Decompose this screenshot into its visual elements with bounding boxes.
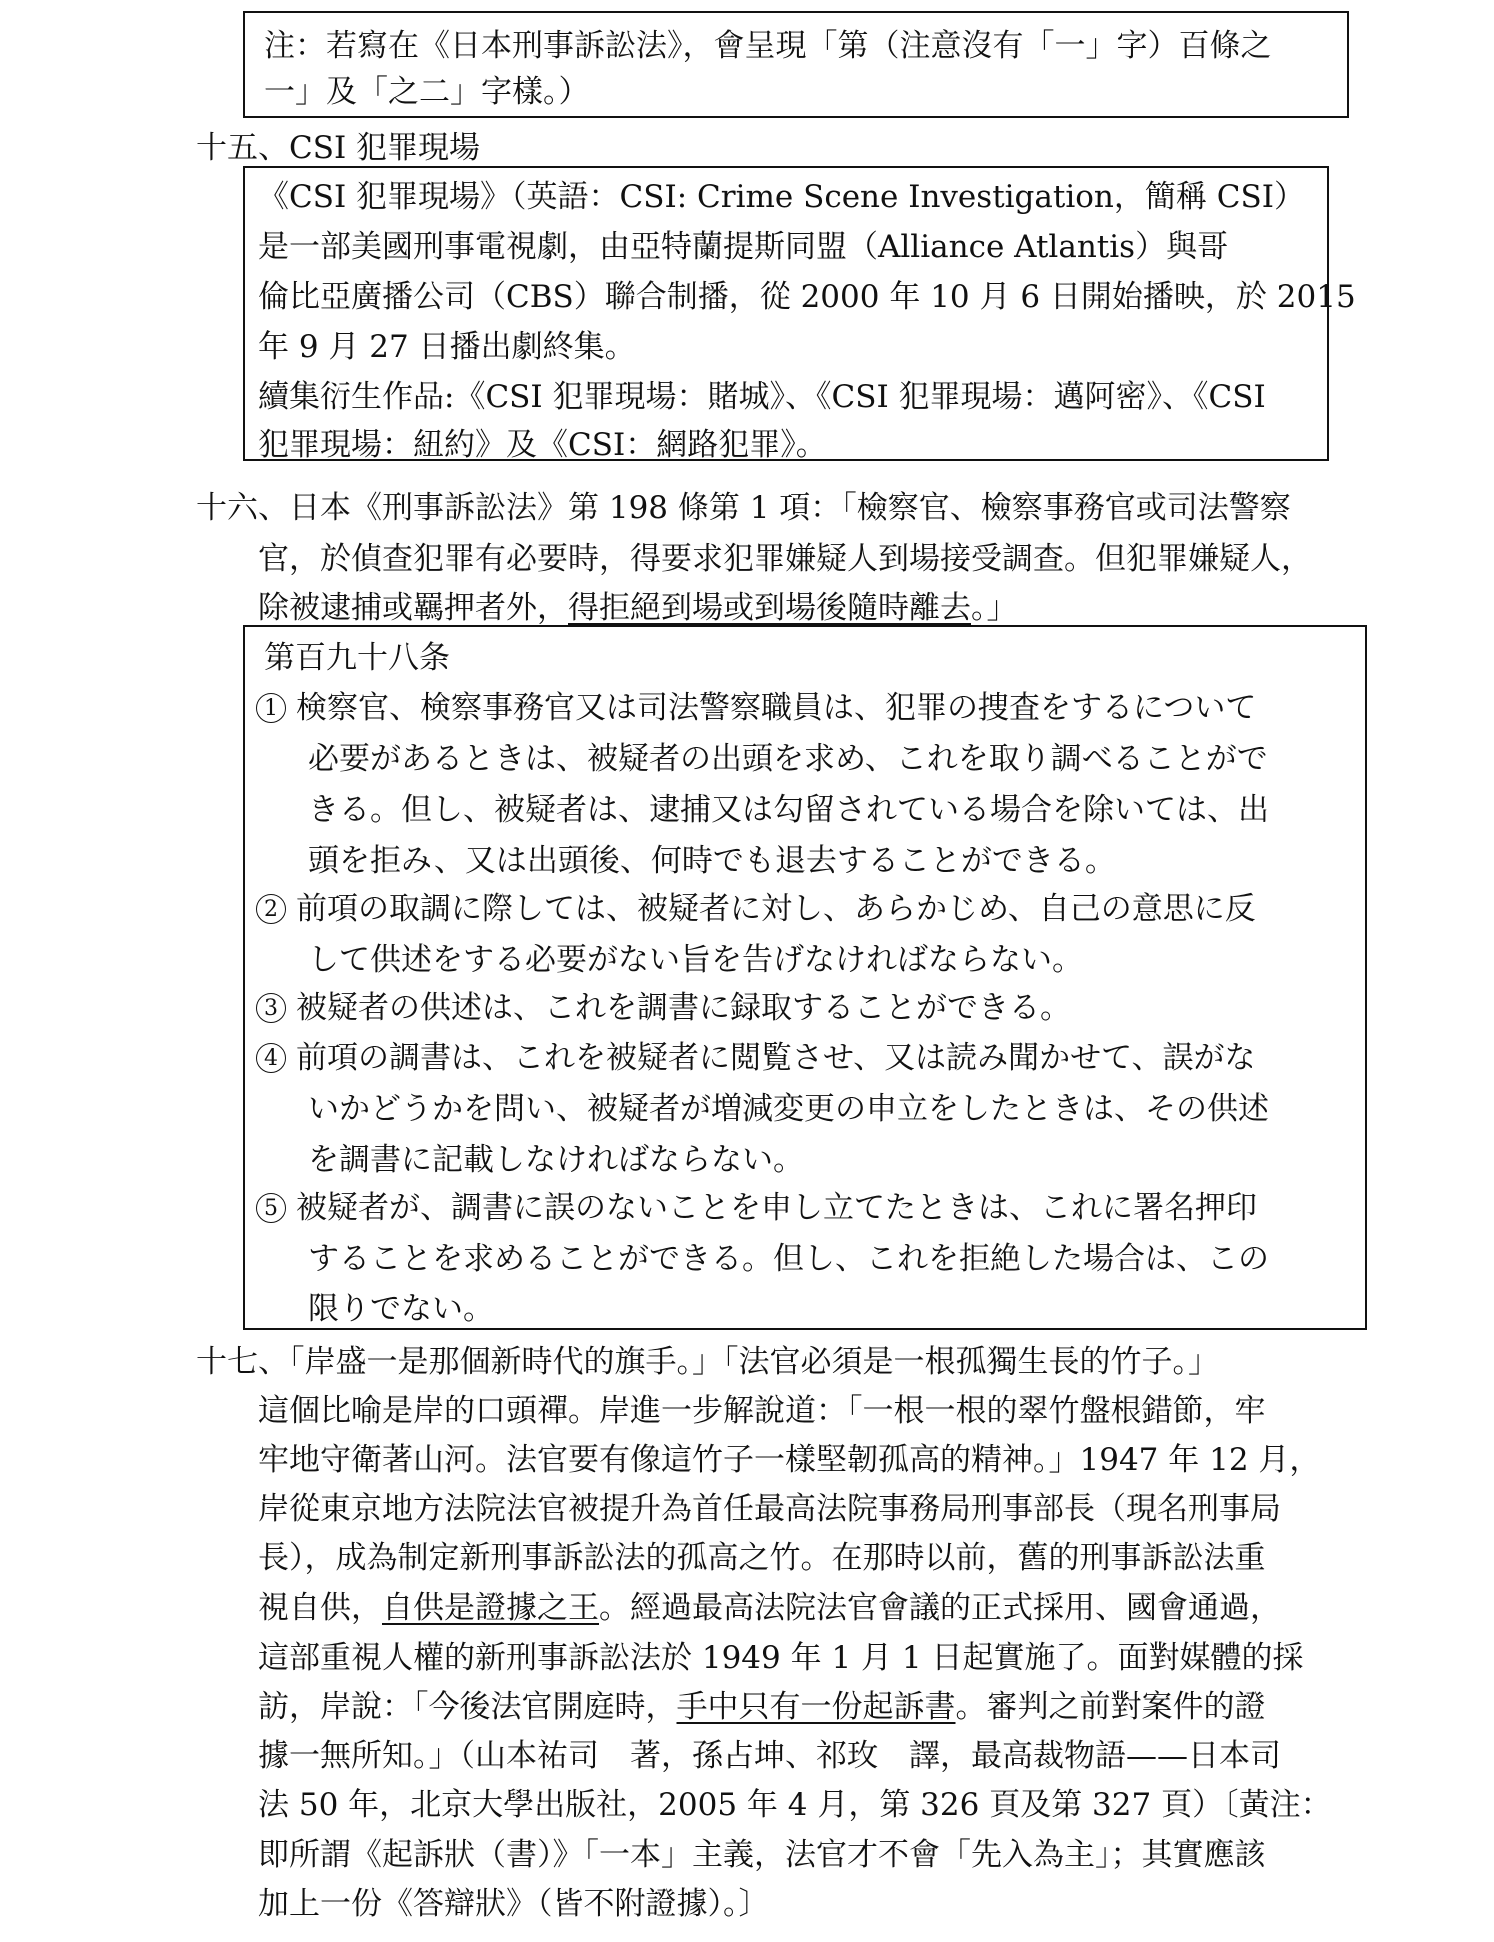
item-number-badge: 1 (256, 693, 286, 723)
item-3-line-1: 被疑者の供述は、これを調書に録取することができる。 (296, 990, 1071, 1026)
section-16-line-1: 十六、日本《刑事訴訟法》第 198 條第 1 項：「檢察官、檢察事務官或司法警察 (196, 490, 1291, 526)
section-17-line-10: 法 50 年，北京大學出版社，2005 年 4 月，第 326 頁及第 327 頁）〔黃注： (258, 1787, 1332, 1823)
section-17-line-8 (258, 1689, 1266, 1725)
article-item-1 (256, 690, 1257, 726)
item-number-badge: 3 (256, 993, 286, 1023)
section-17-line-2: 這個比喻是岸的口頭禪。岸進一步解說道：「一根一根的翠竹盤根錯節，牢 (258, 1393, 1266, 1429)
section-17-line-8-post: 。審判之前對案件的證 (955, 1689, 1266, 1725)
section-17-line-6-post: 。經過最高法院法官會議的正式採用、國會通過， (599, 1590, 1281, 1626)
item-number-badge: 5 (256, 1193, 286, 1223)
csi-line-6: 犯罪現場：紐約》及《CSI：網路犯罪》。 (258, 427, 827, 463)
article-198-title: 第百九十八条 (264, 640, 450, 676)
article-item-4 (256, 1040, 1256, 1076)
item-number-badge: 4 (256, 1043, 286, 1073)
item-1-line-2: 必要があるときは、被疑者の出頭を求め、これを取り調べることがで (308, 741, 1268, 777)
section-15-heading: 十五、CSI 犯罪現場 (196, 130, 481, 166)
csi-line-5: 續集衍生作品:《CSI 犯罪現場：賭城》、《CSI 犯罪現場：邁阿密》、《CSI (258, 379, 1266, 415)
section-16-line-2: 官，於偵查犯罪有必要時，得要求犯罪嫌疑人到場接受調查。但犯罪嫌疑人， (258, 541, 1312, 577)
item-1-line-3: きる。但し、被疑者は、逮捕又は勾留されている場合を除いては、出 (308, 792, 1269, 828)
item-4-line-3: を調書に記載しなければならない。 (308, 1142, 804, 1178)
section-17-line-6 (258, 1590, 1281, 1626)
item-2-line-2: して供述をする必要がない旨を告げなければならない。 (308, 942, 1083, 978)
article-item-3 (256, 990, 1071, 1026)
section-16-line-3-post: 。」 (971, 590, 1018, 626)
item-4-line-1: 前項の調書は、これを被疑者に閲覧させ、又は読み聞かせて、誤がな (296, 1040, 1256, 1076)
section-16-line-3-pre: 除被逮捕或羈押者外， (258, 590, 568, 626)
section-17-line-12: 加上一份《答辯狀》（皆不附證據）。〕 (258, 1886, 770, 1922)
csi-line-1: 《CSI 犯罪現場》（英語：CSI: Crime Scene Investigation，簡稱 CSI） (258, 179, 1305, 215)
section-17-line-1: 十七、「岸盛一是那個新時代的旗手。」「法官必須是一根孤獨生長的竹子。」 (196, 1344, 1219, 1380)
section-17-line-6-pre: 視自供， (258, 1590, 382, 1626)
article-item-5 (256, 1190, 1257, 1226)
section-17-line-3: 牢地守衛著山河。法官要有像這竹子一樣堅韌孤高的精神。」1947 年 12 月， (258, 1442, 1321, 1478)
item-5-line-1: 被疑者が、調書に誤のないことを申し立てたときは、これに署名押印 (296, 1190, 1257, 1226)
note-line-2: 一」及「之二」字樣。） (264, 74, 590, 110)
item-1-line-4: 頭を拒み、又は出頭後、何時でも退去することができる。 (308, 843, 1116, 879)
section-17-line-8-pre: 訪，岸說：「今後法官開庭時， (258, 1689, 677, 1725)
section-17-line-9: 據一無所知。」（山本祐司 著，孫占坤、祁玫 譯，最高裁物語——日本司 (258, 1738, 1281, 1774)
section-16-underlined: 得拒絕到場或到場後隨時離去 (568, 590, 971, 626)
section-17-underlined-confession: 自供是證據之王 (382, 1590, 599, 1626)
item-2-line-1: 前項の取調に際しては、被疑者に対し、あらかじめ、自己の意思に反 (296, 891, 1256, 927)
item-5-line-3: 限りでない。 (308, 1291, 494, 1327)
section-17-line-11: 即所謂《起訴狀（書）》「一本」主義，法官才不會「先入為主」；其實應該 (258, 1837, 1266, 1873)
note-line-1: 注：若寫在《日本刑事訴訟法》，會呈現「第（注意沒有「一」字）百條之 (264, 28, 1272, 64)
section-17-line-5: 長），成為制定新刑事訴訟法的孤高之竹。在那時以前，舊的刑事訴訟法重 (258, 1540, 1266, 1576)
section-17-underlined-indictment: 手中只有一份起訴書 (676, 1689, 956, 1725)
csi-line-4: 年 9 月 27 日播出劇終集。 (258, 329, 636, 365)
item-4-line-2: いかどうかを問い、被疑者が増減変更の申立をしたときは、その供述 (308, 1091, 1269, 1127)
item-5-line-2: することを求めることができる。但し、これを拒絶した場合は、この (308, 1241, 1269, 1277)
csi-line-2: 是一部美國刑事電視劇，由亞特蘭提斯同盟（Alliance Atlantis）與哥 (258, 229, 1229, 265)
csi-line-3: 倫比亞廣播公司（CBS）聯合制播，從 2000 年 10 月 6 日開始播映，於 2015 (258, 279, 1356, 315)
item-1-line-1: 検察官、検察事務官又は司法警察職員は、犯罪の捜査をするについて (296, 690, 1257, 726)
section-17-line-4: 岸從東京地方法院法官被提升為首任最高法院事務局刑事部長（現名刑事局 (258, 1491, 1281, 1527)
article-item-2 (256, 891, 1256, 927)
item-number-badge: 2 (256, 894, 286, 924)
section-16-line-3 (258, 590, 1018, 626)
section-17-line-7: 這部重視人權的新刑事訴訟法於 1949 年 1 月 1 日起實施了。面對媒體的採 (258, 1640, 1304, 1676)
